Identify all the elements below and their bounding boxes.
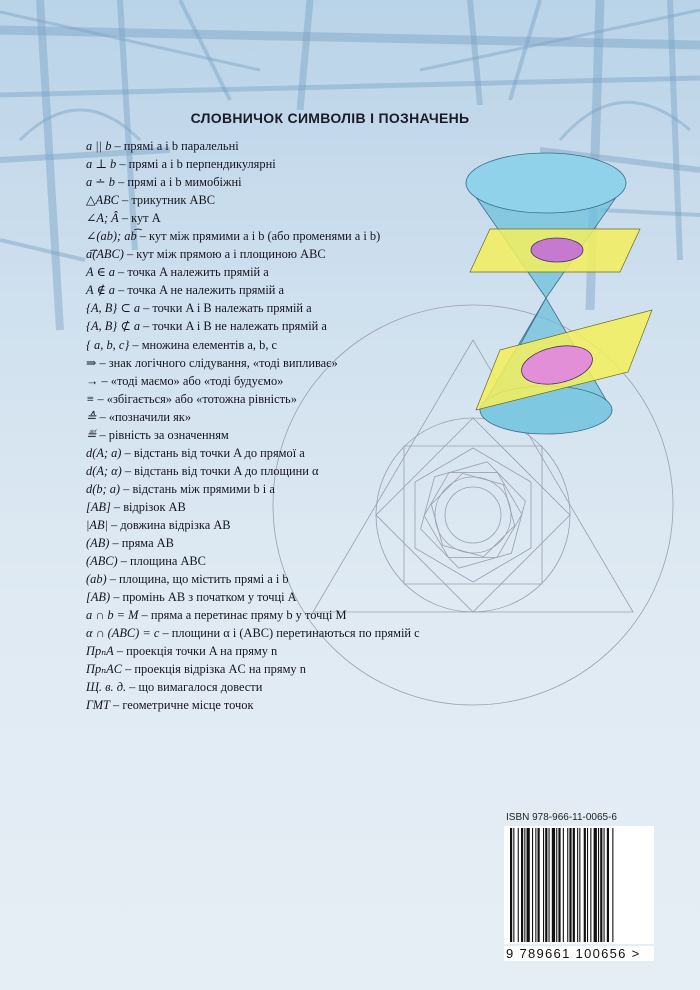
barcode-bar bbox=[587, 828, 588, 942]
glossary-symbol: d(A; a) bbox=[86, 445, 122, 460]
glossary-symbol: ≝ bbox=[86, 427, 97, 442]
glossary-dash: – bbox=[109, 698, 123, 713]
glossary-symbol: ≡ bbox=[86, 391, 95, 406]
glossary-description: проекція відрізка AC на пряму n bbox=[134, 662, 306, 677]
glossary-entry bbox=[86, 263, 420, 281]
glossary-entry bbox=[86, 354, 420, 372]
barcode-bar bbox=[563, 828, 564, 942]
barcode bbox=[504, 826, 654, 944]
glossary-description: рівність за означенням bbox=[108, 427, 229, 442]
glossary-symbol: A ∉ a bbox=[86, 283, 115, 298]
glossary-symbol: ПрₙA bbox=[86, 644, 114, 659]
barcode-bar bbox=[543, 828, 544, 942]
glossary-symbol: A ∈ a bbox=[86, 265, 115, 280]
glossary-entry bbox=[86, 660, 420, 678]
glossary-symbol: ⇒ bbox=[86, 355, 97, 370]
glossary-entry bbox=[86, 155, 420, 173]
glossary-description: відрізок AB bbox=[123, 499, 186, 514]
glossary-symbol: |AB| bbox=[86, 517, 108, 532]
barcode-bar bbox=[532, 828, 533, 942]
glossary-dash: – bbox=[96, 409, 109, 424]
glossary-description: відстань між прямими b і a bbox=[132, 481, 275, 496]
glossary-entry bbox=[86, 390, 420, 408]
glossary-description: пряма a перетинає пряму b у точці M bbox=[150, 608, 347, 623]
hexagon bbox=[415, 448, 531, 582]
glossary-dash: – bbox=[118, 193, 132, 208]
glossary-entry bbox=[86, 606, 420, 624]
glossary-entry bbox=[86, 516, 420, 534]
barcode-bar bbox=[598, 828, 599, 942]
barcode-bar bbox=[604, 828, 605, 942]
glossary-entry bbox=[86, 462, 420, 480]
glossary-description: множина елементів a, b, c bbox=[141, 337, 278, 352]
glossary-entry bbox=[86, 173, 420, 191]
glossary-dash: – bbox=[136, 229, 150, 244]
barcode-bar bbox=[569, 828, 571, 942]
glossary-description: точка A належить прямій a bbox=[127, 265, 269, 280]
glossary-symbol: ПрₙAC bbox=[86, 662, 122, 677]
barcode-bar bbox=[577, 828, 578, 942]
barcode-bar bbox=[552, 828, 555, 942]
glossary-description: площина ABC bbox=[130, 554, 206, 569]
upper-section-ellipse bbox=[531, 238, 583, 262]
glossary-description: прямі a і b мимобіжні bbox=[127, 175, 242, 190]
glossary-entry bbox=[86, 408, 420, 426]
barcode-digits: 9 789661 100656 > bbox=[504, 946, 654, 961]
glossary-description: кут між прямою a і площиною ABC bbox=[136, 247, 326, 262]
glossary-dash: – bbox=[110, 590, 123, 605]
glossary-symbol: △ABC bbox=[86, 193, 119, 208]
glossary-symbol: a ∸ b bbox=[86, 175, 115, 190]
barcode-bar bbox=[535, 828, 536, 942]
glossary-description: точки A і B належать прямій a bbox=[152, 301, 312, 316]
glossary-symbol: ГМТ bbox=[86, 698, 110, 713]
glossary-description: кут A bbox=[131, 211, 161, 226]
barcode-bar bbox=[524, 828, 525, 942]
glossary-symbol: ∠(ab); ab͡ bbox=[86, 229, 137, 244]
glossary-entry bbox=[86, 372, 420, 390]
glossary-dash: – bbox=[140, 319, 153, 334]
glossary-dash: – bbox=[109, 536, 122, 551]
glossary-description: «тоді маємо» або «тоді будуємо» bbox=[110, 373, 284, 388]
glossary-symbol: {A, B} ⊂ a bbox=[86, 301, 141, 316]
glossary-dash: – bbox=[121, 445, 134, 460]
barcode-bar bbox=[521, 828, 523, 942]
barcode-bar bbox=[594, 828, 597, 942]
barcode-bar bbox=[612, 828, 613, 942]
glossary-description: довжина відрізка AB bbox=[120, 517, 231, 532]
glossary-dash: – bbox=[117, 554, 131, 569]
barcode-bar bbox=[607, 828, 609, 942]
barcode-bar bbox=[513, 828, 514, 942]
glossary-description: прямі a і b перпендикулярні bbox=[128, 157, 276, 172]
glossary-entry bbox=[86, 696, 420, 714]
glossary-dash: – bbox=[98, 373, 111, 388]
glossary-entry bbox=[86, 336, 420, 354]
glossary-description: площина, що містить прямі a і b bbox=[119, 572, 289, 587]
glossary-description: площини α і (ABC) перетинаються по прямій c bbox=[171, 626, 420, 641]
barcode-bar bbox=[549, 828, 550, 942]
glossary-symbol: a ⊥ b bbox=[86, 157, 117, 172]
glossary-dash: – bbox=[122, 662, 135, 677]
glossary-dash: – bbox=[111, 139, 124, 153]
glossary-entry bbox=[86, 552, 420, 570]
glossary-entry bbox=[86, 444, 420, 462]
glossary-entry bbox=[86, 191, 420, 209]
glossary-symbol: [AB] bbox=[86, 499, 111, 514]
glossary-dash: – bbox=[126, 680, 139, 695]
glossary-entry bbox=[86, 570, 420, 588]
glossary-symbol: {A, B} ⊄ a bbox=[86, 319, 141, 334]
glossary-entry bbox=[86, 299, 420, 317]
glossary-description: точки A і B не належать прямій a bbox=[152, 319, 327, 334]
glossary-symbol: (AB) bbox=[86, 536, 110, 551]
glossary-description: промінь AB з початком у точці A bbox=[122, 590, 297, 605]
glossary-symbol: d(b; a) bbox=[86, 481, 121, 496]
glossary-dash: – bbox=[113, 644, 127, 659]
glossary-dash: – bbox=[121, 463, 135, 478]
barcode-bar bbox=[584, 828, 586, 942]
barcode-bar bbox=[573, 828, 575, 942]
glossary-entry bbox=[86, 317, 420, 335]
barcode-bar bbox=[590, 828, 591, 942]
glossary-dash: – bbox=[114, 265, 128, 280]
glossary-dash: – bbox=[120, 481, 133, 496]
glossary-dash: – bbox=[96, 427, 109, 442]
glossary-dash: – bbox=[114, 283, 128, 298]
glossary-dash: – bbox=[106, 572, 120, 587]
glossary-dash: – bbox=[159, 626, 172, 641]
barcode-bar bbox=[567, 828, 568, 942]
glossary-symbol: (ABC) bbox=[86, 554, 118, 569]
glossary-entry bbox=[86, 281, 420, 299]
barcode-bar bbox=[518, 828, 519, 942]
glossary-dash: – bbox=[118, 211, 132, 226]
glossary-symbol: → bbox=[86, 373, 99, 388]
glossary-entry bbox=[86, 534, 420, 552]
glossary-entry bbox=[86, 227, 420, 245]
barcode-bar bbox=[556, 828, 557, 942]
barcode-bar bbox=[558, 828, 560, 942]
glossary-entry bbox=[86, 624, 420, 642]
barcode-bar bbox=[510, 828, 512, 942]
barcode-bar bbox=[527, 828, 530, 942]
glossary-symbol: a || b bbox=[86, 139, 112, 153]
glossary-dash: – bbox=[129, 337, 142, 352]
glossary-description: точка A не належить прямій a bbox=[127, 283, 285, 298]
glossary-description: проекція точки A на пряму n bbox=[126, 644, 278, 659]
glossary-description: прямі a і b паралельні bbox=[123, 139, 239, 153]
glossary-symbol: ∠A; Â bbox=[86, 211, 119, 226]
glossary-description: кут між прямими a і b (або променями a і b) bbox=[149, 229, 381, 244]
isbn-label: ISBN 978-966-11-0065-6 bbox=[506, 812, 617, 823]
glossary-entry bbox=[86, 426, 420, 444]
glossary-dash: – bbox=[110, 499, 124, 514]
glossary-entry bbox=[86, 588, 420, 606]
glossary-entry bbox=[86, 480, 420, 498]
glossary-symbol: { a, b, c} bbox=[86, 337, 130, 352]
glossary-symbol: (ab) bbox=[86, 572, 107, 587]
glossary-entry bbox=[86, 678, 420, 696]
glossary-description: «збігається» або «тотожна рівність» bbox=[106, 391, 297, 406]
page-title: СЛОВНИЧОК СИМВОЛІВ І ПОЗНАЧЕНЬ bbox=[190, 110, 470, 126]
glossary-entry bbox=[86, 245, 420, 263]
glossary-description: відстань від точки A до площини α bbox=[134, 463, 319, 478]
glossary-entry bbox=[86, 209, 420, 227]
glossary-entry bbox=[86, 137, 420, 155]
glossary-description: трикутник ABC bbox=[131, 193, 216, 208]
glossary-description: відстань від точки A до прямої a bbox=[133, 445, 305, 460]
glossary-dash: – bbox=[138, 608, 151, 623]
glossary-symbol: α ∩ (ABC) = c bbox=[86, 626, 160, 641]
glossary-dash: – bbox=[107, 517, 121, 532]
glossary-entry bbox=[86, 642, 420, 660]
glossary-dash: – bbox=[96, 355, 109, 370]
symbols-glossary bbox=[86, 137, 420, 715]
glossary-symbol: ≙ bbox=[86, 409, 97, 424]
double-cone bbox=[466, 153, 652, 434]
glossary-description: що вимагалося довести bbox=[138, 680, 263, 695]
barcode-bar bbox=[538, 828, 540, 942]
glossary-symbol: a͡(ABC) bbox=[86, 247, 124, 262]
glossary-dash: – bbox=[116, 157, 129, 172]
glossary-description: геометричне місце точок bbox=[122, 698, 254, 713]
barcode-bar bbox=[579, 828, 580, 942]
glossary-dash: – bbox=[114, 175, 128, 190]
glossary-symbol: Щ. в. д. bbox=[86, 680, 127, 695]
glossary-symbol: a ∩ b = M bbox=[86, 608, 139, 623]
barcode-bar bbox=[600, 828, 602, 942]
glossary-symbol: d(A; α) bbox=[86, 463, 122, 478]
glossary-description: «позначили як» bbox=[108, 409, 192, 424]
glossary-dash: – bbox=[123, 247, 137, 262]
barcode-block bbox=[504, 812, 654, 967]
glossary-symbol: [AB) bbox=[86, 590, 111, 605]
barcode-bar bbox=[545, 828, 547, 942]
glossary-description: пряма AB bbox=[121, 536, 174, 551]
glossary-description: знак логічного слідування, «тоді випливає» bbox=[108, 355, 338, 370]
glossary-entry bbox=[86, 498, 420, 516]
glossary-dash: – bbox=[94, 391, 107, 406]
glossary-dash: – bbox=[140, 301, 153, 316]
